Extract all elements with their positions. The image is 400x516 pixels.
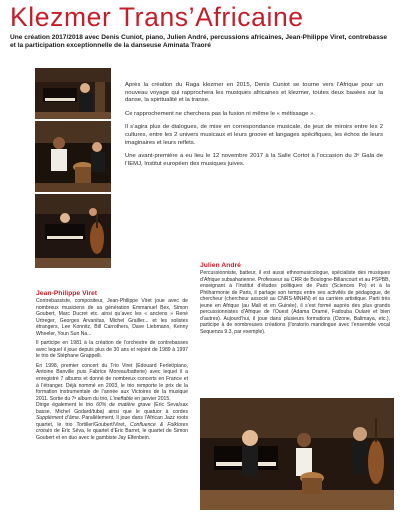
concert-photo-bass (35, 194, 111, 268)
body-paragraph: Il s’agira plus de dialogues, de mise en correspondance musicale, de jeux de miroirs entre les 2 cultures, entre les 2 univers musicaux et leurs groove et langages spécifiques, les échos de leurs imaginaires et leurs reflets. (125, 124, 383, 146)
bio-heading-jean-philippe-viret: Jean-Philippe Viret (36, 290, 98, 297)
bio-heading-julien-andre: Julien André (200, 262, 241, 269)
bio-text: En 1998, premier concert du Trio Viret (Edouard Ferlet/piano, Antoine Banville puis Fabrice Moreau/batterie) avec lequel il a enregistré 7 albums et donné de nombreux concerts en France et à l’étranger. Déjà nommé en 2003, le trio remporte le prix de la formation instrumentale de l’année aux Victoires de la musique 2011. Sortie du 7ᵉ album du trio, (36, 362, 188, 402)
bio-text: Il joue dans l’African Jazz roots quartet, le trio Tortiller/Goubert/Viret, (36, 415, 189, 428)
main-article (125, 82, 383, 174)
bio-text: (Eric Seva/sax basse, Michel Godard/tuba) ainsi que le quatuor à cordes (36, 402, 188, 415)
concert-photo-piano (35, 68, 111, 119)
trio-title: 60% de matière grave (96, 402, 151, 409)
bio-paragraph: Contrebassiste, compositeur, Jean-Philippe Viret joue avec de nombreux musiciens de sa génération Emmanuel Bex, Simon Goubert, Marc Ducret etc. ainsi qu’avec les « anciens » René Urtreger, Georges Arvanitas, Michel Grailler... et les solistes étrangers, Lee Konnitz, Bill Carrothers, Dave Liebmann, Kenny Wheeler, Youn Sun Na... (36, 298, 188, 337)
bio-text: Eric Séva, le quartet d’Eric Barret, le quartet de Simon Goubert et en duo avec le gambiste Jay Elfenbein. (36, 428, 188, 441)
concert-photo-percussion (35, 121, 111, 192)
confluence-title: Confluence & Folklores croisés (36, 421, 189, 435)
concert-photo-trio (200, 398, 394, 510)
bio-paragraph: Percussionniste, batteur, il est aussi ethnomusicologue, spécialiste des musiques d’Afrique subsaharienne. Professeur au CRR de Boulogne-Billancourt et au PSPBB, enseignant à l’Institut d’études politiques de Paris (Sciences Po) et à la Philharmonie de Paris, il partage son temps entre ses activités de pédagogue, de chercheur (chercheur associé au CNRS-MNHN) et sa carrière artistique. Parti très jeune en Afrique (au Mali et en Guinée), il s’est formé auprès des plus grands percussionnistes d’Afrique de l’Ouest (Adama Dramé, Fadouba Oularé et bien d’autres). Aujourd’hui, il joue dans plusieurs formations (Ozone, Balimaya, etc.), participe à de nombreuses créations (l’oratorio mandingue avec l’ensemble vocal Sequenza 9.3, par exemple). (200, 270, 390, 335)
page-title: Klezmer Trans’Africaine (10, 2, 304, 32)
body-paragraph: Ce rapprochement ne cherchera pas la fusion ni même le « métissage ». (125, 110, 315, 117)
bio-julien-andre (200, 270, 390, 338)
intro-paragraph: Une création 2017/2018 avec Denis Cuniot, piano, Julien André, percussions africaines, Jean-Philippe Viret, contrebasse et la participation exceptionnelle de la danseuse Aminata Traoré (10, 34, 388, 50)
bio-text: Dirige également le trio (36, 402, 94, 409)
bio-jean-philippe-viret (36, 298, 188, 444)
bio-text: de (54, 428, 60, 435)
bio-paragraph: Il participe en 1981 à la création de l’orchestre de contrebasses avec lequel il joue depuis plus de 30 ans et rejoint de 1989 à 1997 le trio de Stéphane Grappelli. (36, 340, 188, 360)
body-paragraph: Une avant-première a eu lieu le 12 novembre 2017 à la Salle Cortot à l’occasion du 3ᵉ Gala de l’IEMJ, Institut européen des musiques juives. (125, 153, 383, 167)
bio-text: en janvier 2015. (134, 395, 171, 402)
bio-paragraph (36, 363, 188, 442)
body-paragraph: Après la création du Raga klezmer en 2015, Denis Cuniot se tourne vers l’Afrique pour un nouveau voyage qui rapprochera les musiques africaines et klezmer, toutes deux basées sur la danse, la spiritualité et la transe. (125, 82, 383, 104)
bio-text: . Parallèlement, (78, 415, 115, 422)
suite-title: Supplément d’âme (36, 415, 79, 422)
album-title: L’ineffable (110, 395, 133, 402)
